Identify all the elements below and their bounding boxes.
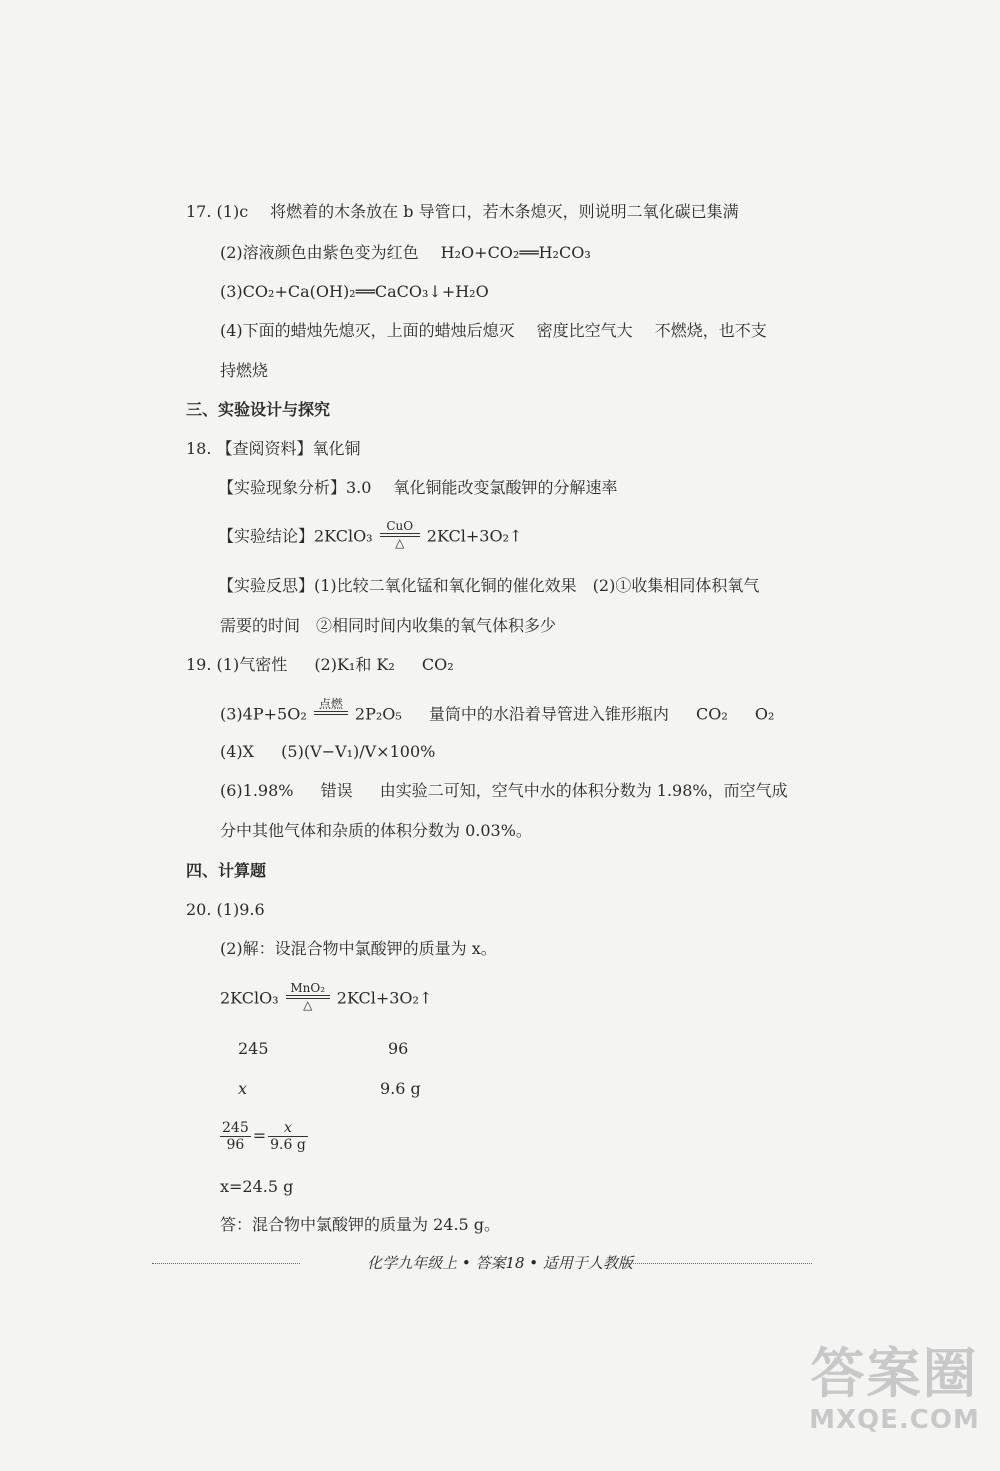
q18-line1	[186, 438, 361, 460]
q20-equation-right: 2KCl+3O₂↑	[336, 988, 433, 1008]
q19-part6-judgement: 错误	[320, 781, 353, 800]
catalyst-label: CuO	[386, 519, 414, 533]
q20-reaction-condition	[286, 982, 330, 1012]
q20-proportion	[218, 1118, 310, 1154]
q19-number: 19.	[186, 655, 212, 674]
fraction-left: $\frac{245}{96}$	[222, 1120, 249, 1153]
q19-part1: (1)气密性	[216, 655, 288, 674]
q18-line5: 需要的时间 ②相同时间内收集的氧气体积多少	[220, 616, 557, 635]
q17-line3	[220, 281, 489, 303]
q19-part2-gas: CO₂	[421, 655, 454, 674]
q18-reaction-condition	[380, 520, 420, 550]
q17-line1	[186, 201, 739, 223]
q18-line4: 【实验反思】(1)比较二氧化锰和氧化铜的催化效果 (2)①收集相同体积氧气	[218, 576, 760, 595]
q18-conclusion-right: 2KCl+3O₂↑	[426, 526, 523, 546]
q19-gas-1: CO₂	[696, 704, 728, 724]
q18-line2	[218, 477, 617, 499]
q19-part6-reason: 由实验二可知，空气中水的体积分数为 1.98%，而空气成	[379, 781, 788, 800]
q17-line5	[220, 360, 268, 382]
q20-molar-mass-2: 96	[388, 1039, 409, 1058]
q20-number: 20.	[186, 900, 212, 919]
q17-part4-continued: 持燃烧	[220, 361, 269, 380]
ignite-label: 点燃	[318, 697, 343, 711]
q18-analysis-value: 【实验现象分析】3.0	[218, 478, 372, 497]
q20-answer: 答：混合物中氯酸钾的质量为 24.5 g。	[220, 1215, 501, 1234]
section-3-heading: 三、实验设计与探究	[186, 400, 331, 419]
section-4-heading: 四、计算题	[186, 861, 267, 880]
q19-line5: 分中其他气体和杂质的体积分数为 0.03%。	[220, 821, 532, 840]
q18-lookup: 【查阅资料】氧化铜	[216, 439, 361, 458]
q18-conclusion-left: 【实验结论】2KClO₃	[218, 526, 373, 546]
q20-line2: (2)解：设混合物中氯酸钾的质量为 x。	[220, 939, 497, 958]
q18-analysis-text: 氧化铜能改变氯酸钾的分解速率	[393, 478, 618, 497]
q17-part4-property1: 密度比空气大	[536, 321, 633, 340]
q17-part4-phenomenon: (4)下面的蜡烛先熄灭，上面的蜡烛后熄灭	[220, 321, 515, 340]
q20-equation-left: 2KClO₃	[220, 988, 279, 1008]
footer-rule-right	[622, 1263, 812, 1264]
heat-symbol: △	[303, 998, 313, 1012]
q17-part4-property2: 不燃烧，也不支	[654, 321, 767, 340]
q17-line4	[220, 320, 767, 342]
watermark-url: MXQE.COM	[809, 1405, 980, 1435]
q17-part3-equation: (3)CO₂+Ca(OH)₂══CaCO₃↓+H₂O	[220, 282, 489, 301]
q20-molar-mass-1: 245	[238, 1039, 269, 1058]
q20-part1: (1)9.6	[216, 900, 265, 919]
q20-equation	[220, 981, 433, 1014]
catalyst-label: MnO₂	[290, 981, 326, 995]
q20-known-mass: 9.6 g	[380, 1079, 421, 1098]
q17-part1-answer: (1)c	[216, 202, 249, 221]
q20-variable: x	[238, 1079, 248, 1098]
q19-line1	[186, 654, 454, 676]
equals-sign: =	[252, 1126, 267, 1145]
q19-line2	[220, 697, 775, 730]
q19-phenomenon: 量筒中的水沿着导管进入锥形瓶内	[428, 704, 669, 724]
q17-part2-phenomenon: (2)溶液颜色由紫色变为红色	[220, 243, 419, 262]
q19-part6-value: (6)1.98%	[220, 781, 294, 800]
watermark-logo	[807, 1343, 982, 1453]
q19-part5: (5)(V−V₁)/V×100%	[281, 742, 436, 761]
heat-symbol: △	[395, 536, 405, 550]
q19-line4	[220, 780, 788, 802]
q17-line2	[220, 242, 591, 264]
q19-reaction-condition	[314, 698, 348, 728]
q17-part1-method: 将燃着的木条放在 b 导管口，若木条熄灭，则说明二氧化碳已集满	[270, 202, 739, 221]
q19-gas-2: O₂	[754, 704, 775, 724]
q18-line3	[218, 519, 523, 552]
q20-line1	[186, 899, 265, 921]
page-footer: 化学九年级上 • 答案18 • 适用于人教版	[367, 1254, 633, 1272]
q17-number: 17.	[186, 202, 212, 221]
q19-equation-right: 2P₂O₅	[354, 704, 402, 724]
q19-equation-left: (3)4P+5O₂	[220, 704, 307, 724]
q17-part2-equation: H₂O+CO₂══H₂CO₃	[440, 243, 591, 262]
watermark-mark: 答案圈	[810, 1342, 979, 1405]
fraction-right: $\frac{x}{9.6 g}$	[270, 1120, 306, 1153]
q19-part2: (2)K₁和 K₂	[314, 655, 395, 674]
q19-part4: (4)X	[220, 742, 255, 761]
q19-line3	[220, 741, 435, 763]
q20-result: x=24.5 g	[220, 1177, 294, 1196]
q18-number: 18.	[186, 439, 212, 458]
